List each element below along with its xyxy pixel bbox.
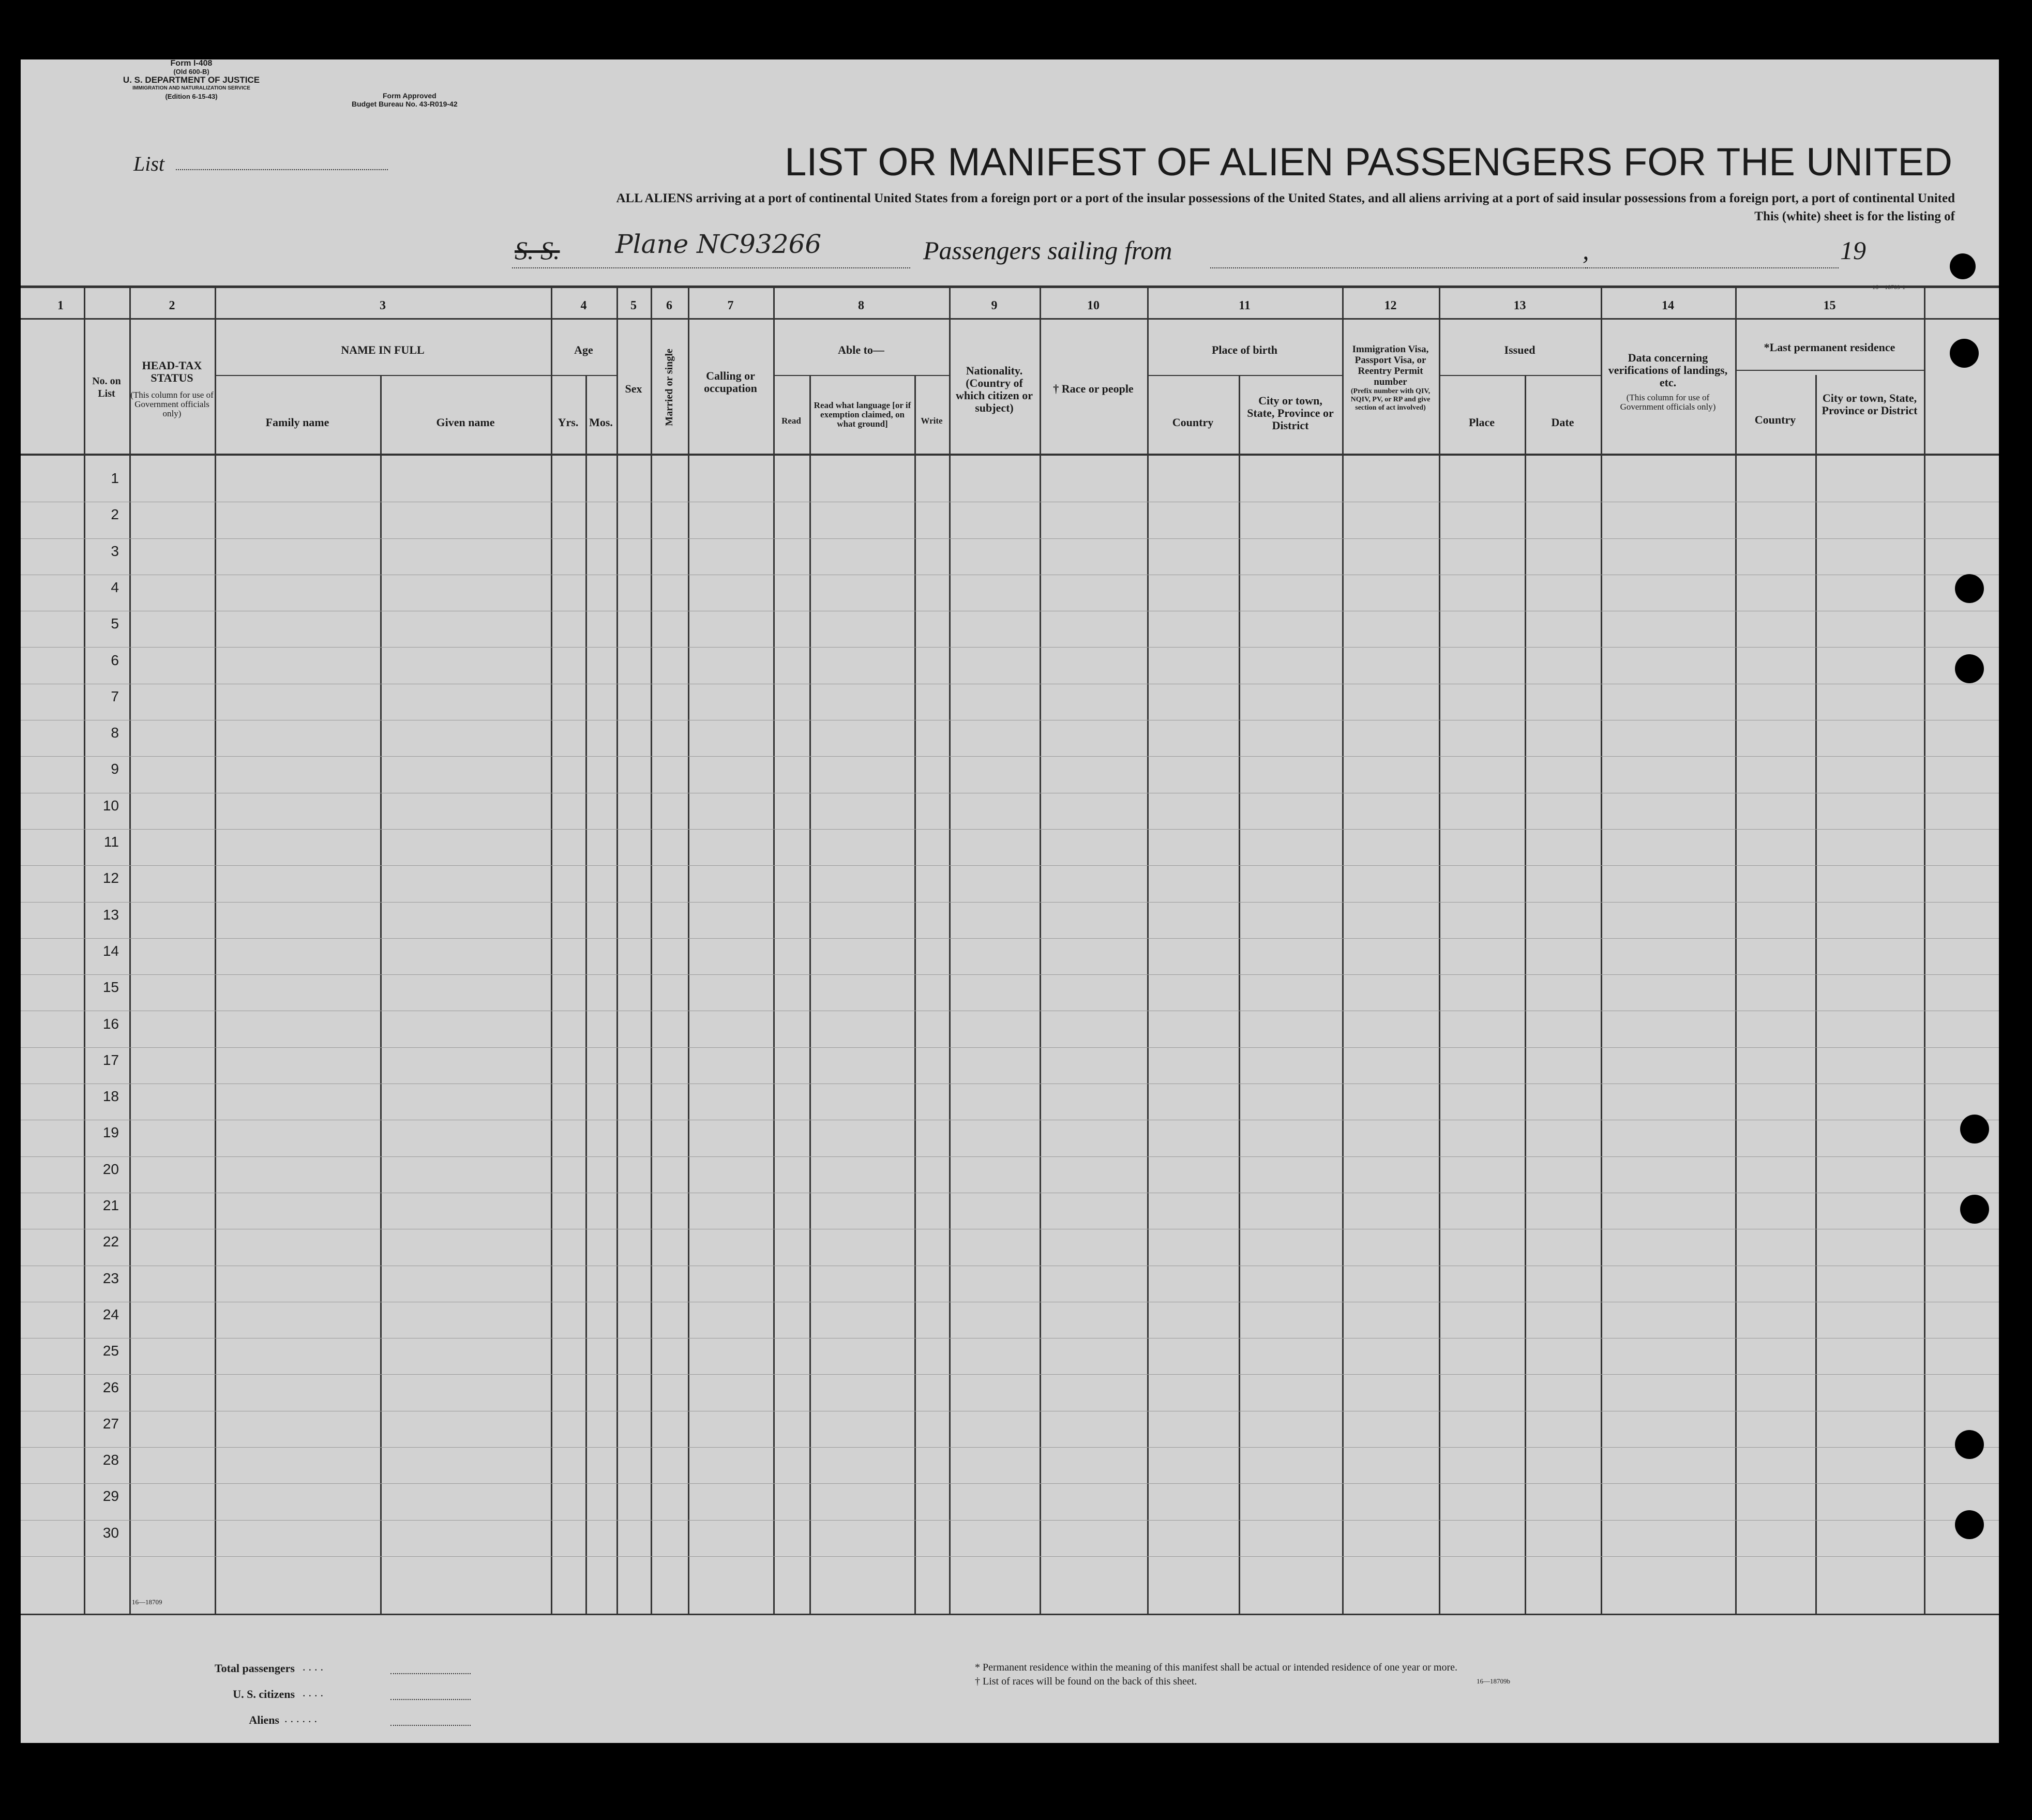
table-row[interactable] bbox=[21, 1012, 1999, 1048]
punch-hole bbox=[1955, 654, 1984, 683]
col-header-visa bbox=[1345, 344, 1436, 412]
col-number: 5 bbox=[630, 299, 637, 312]
row-number: 17 bbox=[102, 1051, 119, 1068]
col-number: 14 bbox=[1662, 299, 1674, 312]
col-header-read-language: Read what language [or if exemption claimed, on what ground] bbox=[814, 400, 911, 429]
row-number: 28 bbox=[102, 1452, 119, 1468]
head-tax-note: (This column for use of Government officials only) bbox=[130, 390, 214, 418]
list-label: List bbox=[133, 152, 165, 175]
row-number: 18 bbox=[102, 1088, 119, 1105]
subhead-rule bbox=[551, 375, 616, 376]
row-number: 4 bbox=[111, 579, 119, 595]
col-number: 3 bbox=[380, 299, 386, 312]
table-row[interactable] bbox=[21, 466, 1999, 502]
table-row[interactable] bbox=[21, 1120, 1999, 1156]
col-number: 4 bbox=[580, 299, 587, 312]
row-number: 12 bbox=[102, 870, 119, 886]
footnote-code: 16—18709b bbox=[1477, 1677, 1510, 1685]
punch-hole bbox=[1955, 574, 1984, 603]
table-row[interactable] bbox=[21, 648, 1999, 684]
col-header-no-on-list: No. on List bbox=[92, 375, 121, 399]
row-number: 8 bbox=[111, 725, 119, 741]
col-header-birth-country: Country bbox=[1172, 416, 1214, 429]
form-header bbox=[109, 59, 274, 101]
us-citizens-blank[interactable] bbox=[390, 1699, 471, 1700]
punch-hole bbox=[1955, 1430, 1984, 1459]
punch-hole bbox=[1960, 1195, 1989, 1224]
table-row[interactable] bbox=[21, 539, 1999, 575]
form-approval bbox=[352, 92, 507, 108]
page-title: LIST OR MANIFEST OF ALIEN PASSENGERS FOR THE UNITED bbox=[785, 140, 1952, 184]
us-citizens-label: U. S. citizens bbox=[233, 1688, 295, 1701]
table-row[interactable] bbox=[21, 1375, 1999, 1411]
col-header-age: Age bbox=[574, 343, 593, 356]
comma: , bbox=[1583, 236, 1589, 265]
row-number: 22 bbox=[102, 1234, 119, 1250]
punch-hole bbox=[1960, 1115, 1989, 1144]
subhead-rule bbox=[1439, 375, 1601, 376]
passengers-sailing-from: Passengers sailing from bbox=[923, 236, 1172, 265]
row-number: 24 bbox=[102, 1306, 119, 1322]
punch-hole bbox=[1950, 253, 1976, 279]
row-number: 13 bbox=[102, 906, 119, 923]
row-number: 6 bbox=[111, 652, 119, 668]
bottom-code: 16—18709 bbox=[132, 1598, 162, 1606]
col-header-married bbox=[651, 323, 688, 453]
colnum-rule bbox=[21, 318, 1999, 320]
col-header-verification bbox=[1606, 352, 1730, 412]
col-header-calling: Calling or occupation bbox=[704, 369, 757, 395]
table-row[interactable] bbox=[21, 1302, 1999, 1338]
ss-label: S. S. bbox=[515, 236, 560, 265]
col-header-family-name: Family name bbox=[265, 416, 329, 429]
table-row[interactable] bbox=[21, 575, 1999, 611]
year-prefix: 19 bbox=[1840, 236, 1866, 265]
col-number: 2 bbox=[169, 299, 175, 312]
col-header-residence-city: City or town, State, Province or District bbox=[1822, 392, 1918, 417]
row-number: 23 bbox=[102, 1270, 119, 1286]
footnote-races: † List of races will be found on the back of this sheet. bbox=[975, 1676, 1197, 1687]
vessel-underline bbox=[512, 267, 910, 268]
total-passengers-blank[interactable] bbox=[390, 1673, 471, 1674]
table-row[interactable] bbox=[21, 684, 1999, 720]
col-header-issued-date: Date bbox=[1551, 416, 1574, 429]
subtitle-line-2: This (white) sheet is for the listing of bbox=[1754, 209, 1955, 223]
table-top-rule bbox=[21, 285, 1999, 288]
col-number: 15 bbox=[1823, 299, 1836, 312]
col-header-write: Write bbox=[921, 416, 943, 426]
row-number: 19 bbox=[102, 1124, 119, 1141]
form-approved: Form Approved bbox=[383, 92, 436, 100]
row-number: 27 bbox=[102, 1415, 119, 1432]
aliens-blank[interactable] bbox=[390, 1725, 471, 1726]
row-rule bbox=[21, 1556, 1999, 1557]
table-row[interactable] bbox=[21, 866, 1999, 902]
table-row[interactable] bbox=[21, 1084, 1999, 1120]
table-row[interactable] bbox=[21, 1448, 1999, 1484]
head-tax-label: HEAD-TAX STATUS bbox=[142, 359, 202, 384]
list-blank bbox=[176, 169, 388, 170]
col-number: 9 bbox=[991, 299, 998, 312]
married-label: Married or single bbox=[664, 349, 675, 426]
table-row[interactable] bbox=[21, 903, 1999, 939]
table-row[interactable] bbox=[21, 793, 1999, 830]
row-number: 26 bbox=[102, 1379, 119, 1395]
budget-number: Budget Bureau No. 43-R019-42 bbox=[352, 100, 458, 108]
subtitle-line-1: ALL ALIENS arriving at a port of continental United States from a foreign port or a port of the insular possessions of the United States, and all aliens arriving at a port of said insular possessions from a foreign port, a port of continental United bbox=[616, 191, 1955, 205]
col-number: 13 bbox=[1513, 299, 1526, 312]
row-number: 7 bbox=[111, 688, 119, 704]
col-number: 7 bbox=[727, 299, 734, 312]
row-number: 16 bbox=[102, 1015, 119, 1032]
row-number: 11 bbox=[103, 834, 119, 850]
row-number: 10 bbox=[102, 797, 119, 814]
table-row[interactable] bbox=[21, 1157, 1999, 1193]
col-header-head-tax bbox=[129, 359, 215, 418]
col-number: 6 bbox=[666, 299, 672, 312]
table-row[interactable] bbox=[21, 1484, 1999, 1520]
col-header-mos: Mos. bbox=[589, 416, 613, 429]
row-number: 30 bbox=[102, 1524, 119, 1541]
dots: .... bbox=[303, 1660, 326, 1673]
table-row[interactable] bbox=[21, 830, 1999, 866]
handwritten-vessel: Plane NC93266 bbox=[615, 229, 822, 259]
row-number: 20 bbox=[102, 1161, 119, 1177]
table-row[interactable] bbox=[21, 502, 1999, 538]
table-row[interactable] bbox=[21, 1521, 1999, 1557]
col-number: 12 bbox=[1384, 299, 1397, 312]
verification-note: (This column for use of Government officials only) bbox=[1620, 393, 1716, 412]
aliens-label: Aliens bbox=[249, 1713, 279, 1726]
col-header-yrs: Yrs. bbox=[558, 416, 579, 429]
table-row[interactable] bbox=[21, 1411, 1999, 1448]
col-header-sex: Sex bbox=[625, 382, 642, 395]
edition: (Edition 6-15-43) bbox=[165, 93, 218, 100]
table-row[interactable] bbox=[21, 1338, 1999, 1375]
col-number: 8 bbox=[858, 299, 864, 312]
col-header-nationality: Nationality. (Country of which citizen or subject) bbox=[955, 364, 1033, 414]
row-number: 9 bbox=[111, 761, 119, 777]
table-row[interactable] bbox=[21, 1048, 1999, 1084]
row-number: 15 bbox=[102, 979, 119, 996]
subhead-rule bbox=[215, 375, 551, 376]
table-row[interactable] bbox=[21, 1229, 1999, 1266]
col-header-name: NAME IN FULL bbox=[341, 343, 425, 356]
subhead-rule bbox=[773, 375, 949, 376]
row-number: 3 bbox=[111, 543, 119, 559]
table-row[interactable] bbox=[21, 757, 1999, 793]
row-number: 5 bbox=[111, 615, 119, 632]
table-bottom-rule bbox=[21, 1614, 1999, 1615]
col-number: 11 bbox=[1239, 299, 1251, 312]
manifest-sheet bbox=[21, 59, 1999, 1743]
footnote-permanent-residence: * Permanent residence within the meaning of this manifest shall be actual or intended residence of one year or more. bbox=[975, 1662, 1458, 1673]
col-header-issued: Issued bbox=[1504, 343, 1536, 356]
sailing-from-blank bbox=[1210, 267, 1588, 268]
col-header-residence-country: Country bbox=[1754, 413, 1796, 426]
row-number: 1 bbox=[111, 470, 119, 486]
col-header-place-of-birth: Place of birth bbox=[1211, 343, 1278, 356]
punch-hole bbox=[1955, 1510, 1984, 1539]
subhead-rule bbox=[1147, 375, 1342, 376]
total-passengers-label: Total passengers bbox=[214, 1662, 295, 1675]
form-number: Form I-408 bbox=[170, 59, 213, 68]
service-name: IMMIGRATION AND NATURALIZATION SERVICE bbox=[132, 85, 250, 91]
row-number: 14 bbox=[102, 942, 119, 959]
col-number: 1 bbox=[57, 299, 64, 312]
punch-hole bbox=[1950, 339, 1979, 368]
col-header-given-name: Given name bbox=[436, 416, 495, 429]
table-row[interactable] bbox=[21, 975, 1999, 1011]
col-header-birth-city: City or town, State, Province or District bbox=[1247, 394, 1334, 432]
row-number: 2 bbox=[111, 506, 119, 523]
dots: ...... bbox=[284, 1712, 320, 1725]
table-row[interactable] bbox=[21, 939, 1999, 975]
dots: .... bbox=[303, 1686, 326, 1699]
col-header-able-to: Able to— bbox=[838, 343, 884, 356]
table-row[interactable] bbox=[21, 1266, 1999, 1302]
subhead-rule bbox=[1735, 370, 1924, 371]
date-blank bbox=[1585, 267, 1839, 268]
verification-label: Data concerning verifications of landings, etc. bbox=[1608, 351, 1728, 389]
col-header-issued-place: Place bbox=[1468, 416, 1495, 429]
col-header-read: Read bbox=[781, 416, 801, 426]
table-row[interactable] bbox=[21, 1193, 1999, 1229]
col-header-race: † Race or people bbox=[1053, 382, 1134, 395]
passenger-rows bbox=[21, 456, 1999, 1614]
col-header-last-residence: *Last permanent residence bbox=[1764, 341, 1895, 354]
row-number: 29 bbox=[102, 1488, 119, 1505]
old-form-number: (Old 600-B) bbox=[173, 68, 209, 76]
col-number: 10 bbox=[1087, 299, 1100, 312]
visa-note: (Prefix number with QIV, NQIV, PV, or RP and give section of act involved) bbox=[1350, 387, 1431, 412]
table-row[interactable] bbox=[21, 720, 1999, 757]
visa-label: Immigration Visa, Passport Visa, or Reentry Permit number bbox=[1352, 344, 1429, 387]
department-name: U. S. DEPARTMENT OF JUSTICE bbox=[123, 75, 260, 85]
row-number: 21 bbox=[102, 1197, 119, 1213]
row-number: 25 bbox=[102, 1343, 119, 1359]
table-row[interactable] bbox=[21, 611, 1999, 648]
